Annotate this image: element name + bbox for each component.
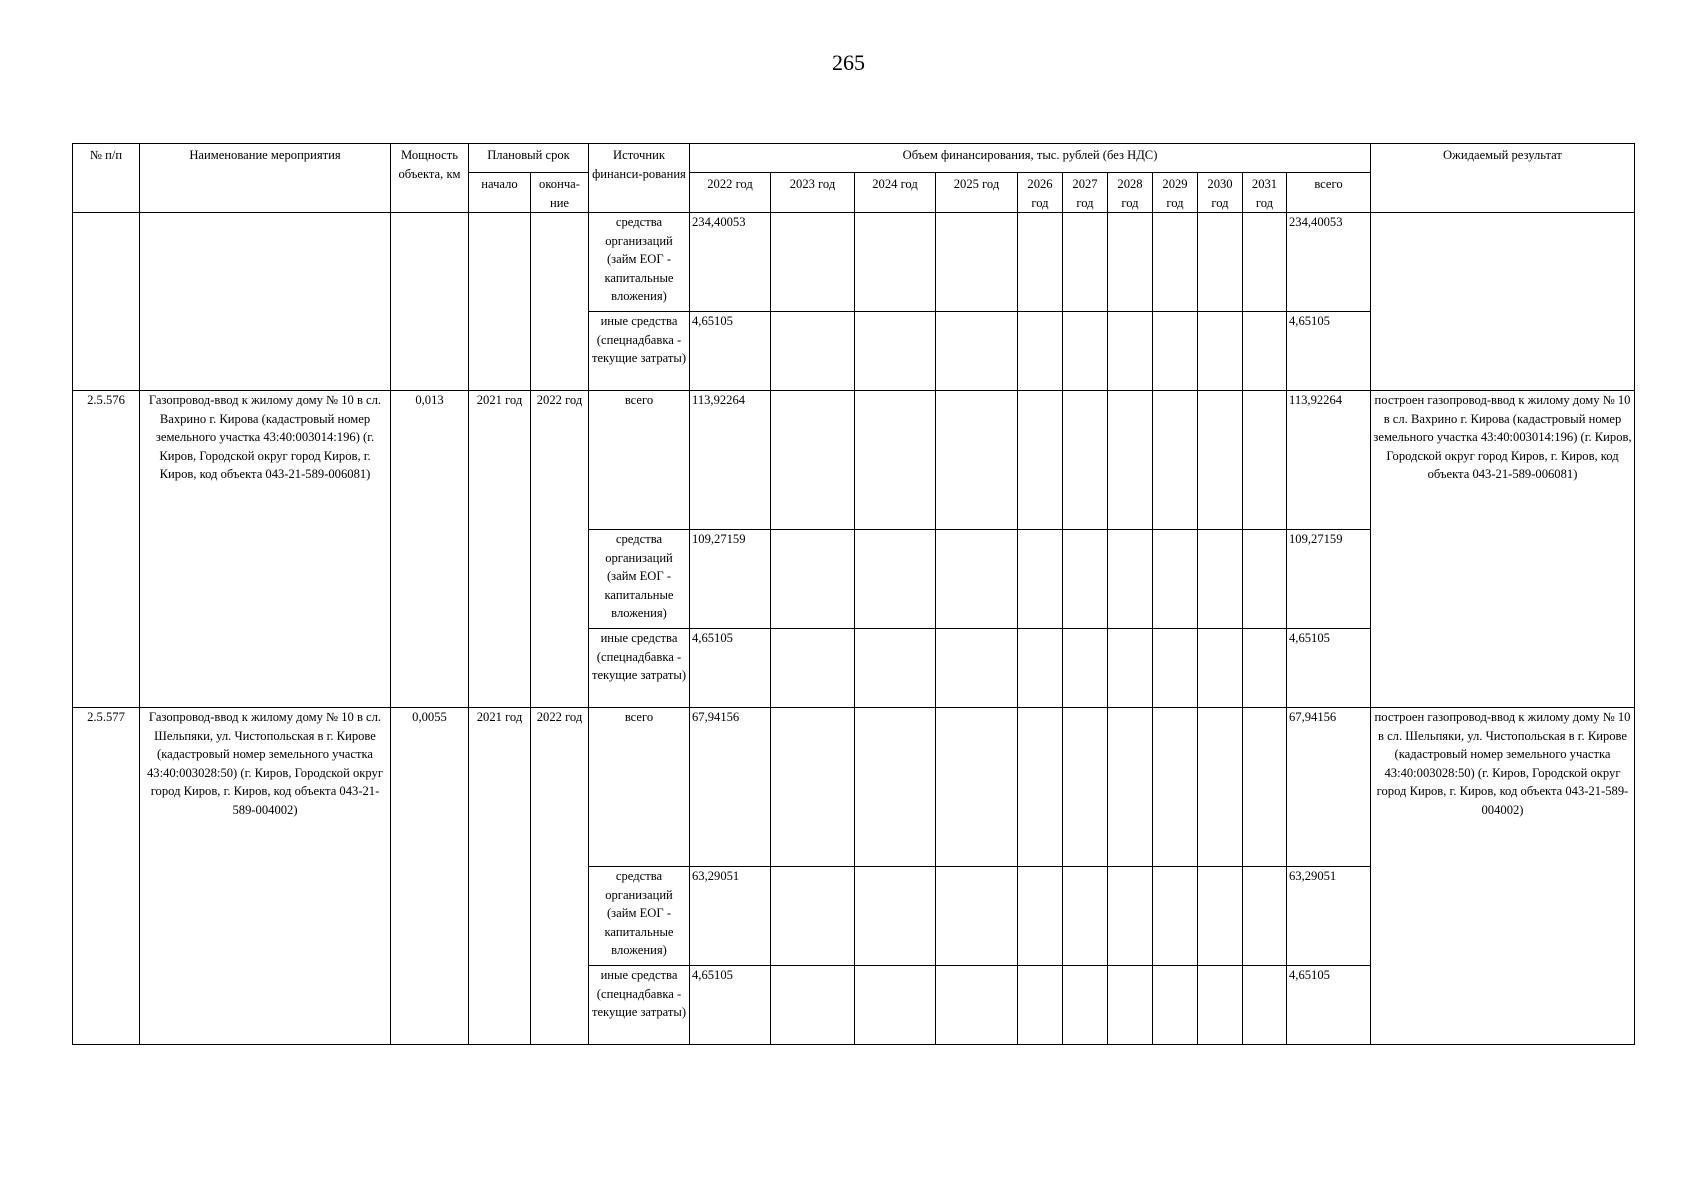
item-start: 2021 год [469, 391, 531, 708]
total-cell: 109,27159 [1287, 530, 1371, 629]
value-2022-cell: 109,27159 [690, 530, 771, 629]
header-year-2029: 2029 год [1153, 173, 1198, 213]
total-cell: 4,65105 [1287, 312, 1371, 391]
page-number: 265 [832, 50, 865, 75]
total-cell: 4,65105 [1287, 966, 1371, 1045]
header-total: всего [1287, 173, 1371, 213]
header-year-2028: 2028 год [1108, 173, 1153, 213]
item-start: 2021 год [469, 708, 531, 1045]
header-year-2030: 2030 год [1198, 173, 1243, 213]
item-name: Газопровод-ввод к жилому дому № 10 в сл. Вахрино г. Кирова (кадастровый номер земельного участка 43:40:003014:196) (г. Киров, Городской округ город Киров, г. Киров, код объекта 043-21-589-006081) [140, 391, 391, 708]
item-number: 2.5.576 [73, 391, 140, 708]
header-result: Ожидаемый результат [1371, 144, 1635, 213]
total-cell: 234,40053 [1287, 213, 1371, 312]
item-end: 2022 год [531, 708, 589, 1045]
item-result: построен газопровод-ввод к жилому дому № 10 в сл. Вахрино г. Кирова (кадастровый номер земельного участка 43:40:003014:196) (г. Киров, Городской округ город Киров, г. Киров, код объекта 043-21-589-006081) [1371, 391, 1635, 708]
item-end: 2022 год [531, 391, 589, 708]
value-2022-cell: 113,92264 [690, 391, 771, 530]
header-year-2023: 2023 год [771, 173, 855, 213]
header-name: Наименование мероприятия [140, 144, 391, 213]
value-2022-cell: 67,94156 [690, 708, 771, 867]
table-row [73, 708, 1635, 867]
header-year-2022: 2022 год [690, 173, 771, 213]
value-2022-cell: 234,40053 [690, 213, 771, 312]
source-cell: иные средства (спецнадбавка - текущие затраты) [589, 312, 690, 391]
item-capacity: 0,0055 [391, 708, 469, 1045]
header-term-end: оконча-ние [531, 173, 589, 213]
item-name: Газопровод-ввод к жилому дому № 10 в сл. Шельпяки, ул. Чистопольская в г. Кирове (кадастровый номер земельного участка 43:40:003028:50) (г. Киров, Городской округ город Киров, г. Киров, код объекта 043-21-589-004002) [140, 708, 391, 1045]
total-cell: 63,29051 [1287, 867, 1371, 966]
value-2022-cell: 4,65105 [690, 629, 771, 708]
item-result: построен газопровод-ввод к жилому дому № 10 в сл. Шельпяки, ул. Чистопольская в г. Кирове (кадастровый номер земельного участка 43:40:003028:50) (г. Киров, Городской округ город Киров, г. Киров, код объекта 043-21-589-004002) [1371, 708, 1635, 1045]
item-number: 2.5.577 [73, 708, 140, 1045]
total-cell: 4,65105 [1287, 629, 1371, 708]
funding-table [72, 143, 1635, 1045]
header-year-2026: 2026 год [1018, 173, 1063, 213]
header-year-2025: 2025 год [936, 173, 1018, 213]
header-term-start: начало [469, 173, 531, 213]
header-capacity: Мощность объекта, км [391, 144, 469, 213]
value-2022-cell: 63,29051 [690, 867, 771, 966]
header-source: Источник финанси-рования [589, 144, 690, 213]
header-term: Плановый срок [469, 144, 589, 173]
header-year-2031: 2031 год [1243, 173, 1287, 213]
source-cell: средства организаций (займ ЕОГ - капитальные вложения) [589, 213, 690, 312]
source-cell: всего [589, 391, 690, 530]
source-cell: всего [589, 708, 690, 867]
total-cell: 67,94156 [1287, 708, 1371, 867]
source-cell: иные средства (спецнадбавка - текущие затраты) [589, 966, 690, 1045]
total-cell: 113,92264 [1287, 391, 1371, 530]
table-row [73, 391, 1635, 530]
source-cell: средства организаций (займ ЕОГ - капитальные вложения) [589, 867, 690, 966]
table-row [73, 213, 1635, 312]
header-year-2027: 2027 год [1063, 173, 1108, 213]
header-funding: Объем финансирования, тыс. рублей (без НДС) [690, 144, 1371, 173]
source-cell: иные средства (спецнадбавка - текущие затраты) [589, 629, 690, 708]
value-2022-cell: 4,65105 [690, 966, 771, 1045]
header-year-2024: 2024 год [855, 173, 936, 213]
header-num: № п/п [73, 144, 140, 213]
source-cell: средства организаций (займ ЕОГ - капитальные вложения) [589, 530, 690, 629]
value-2022-cell: 4,65105 [690, 312, 771, 391]
item-capacity: 0,013 [391, 391, 469, 708]
